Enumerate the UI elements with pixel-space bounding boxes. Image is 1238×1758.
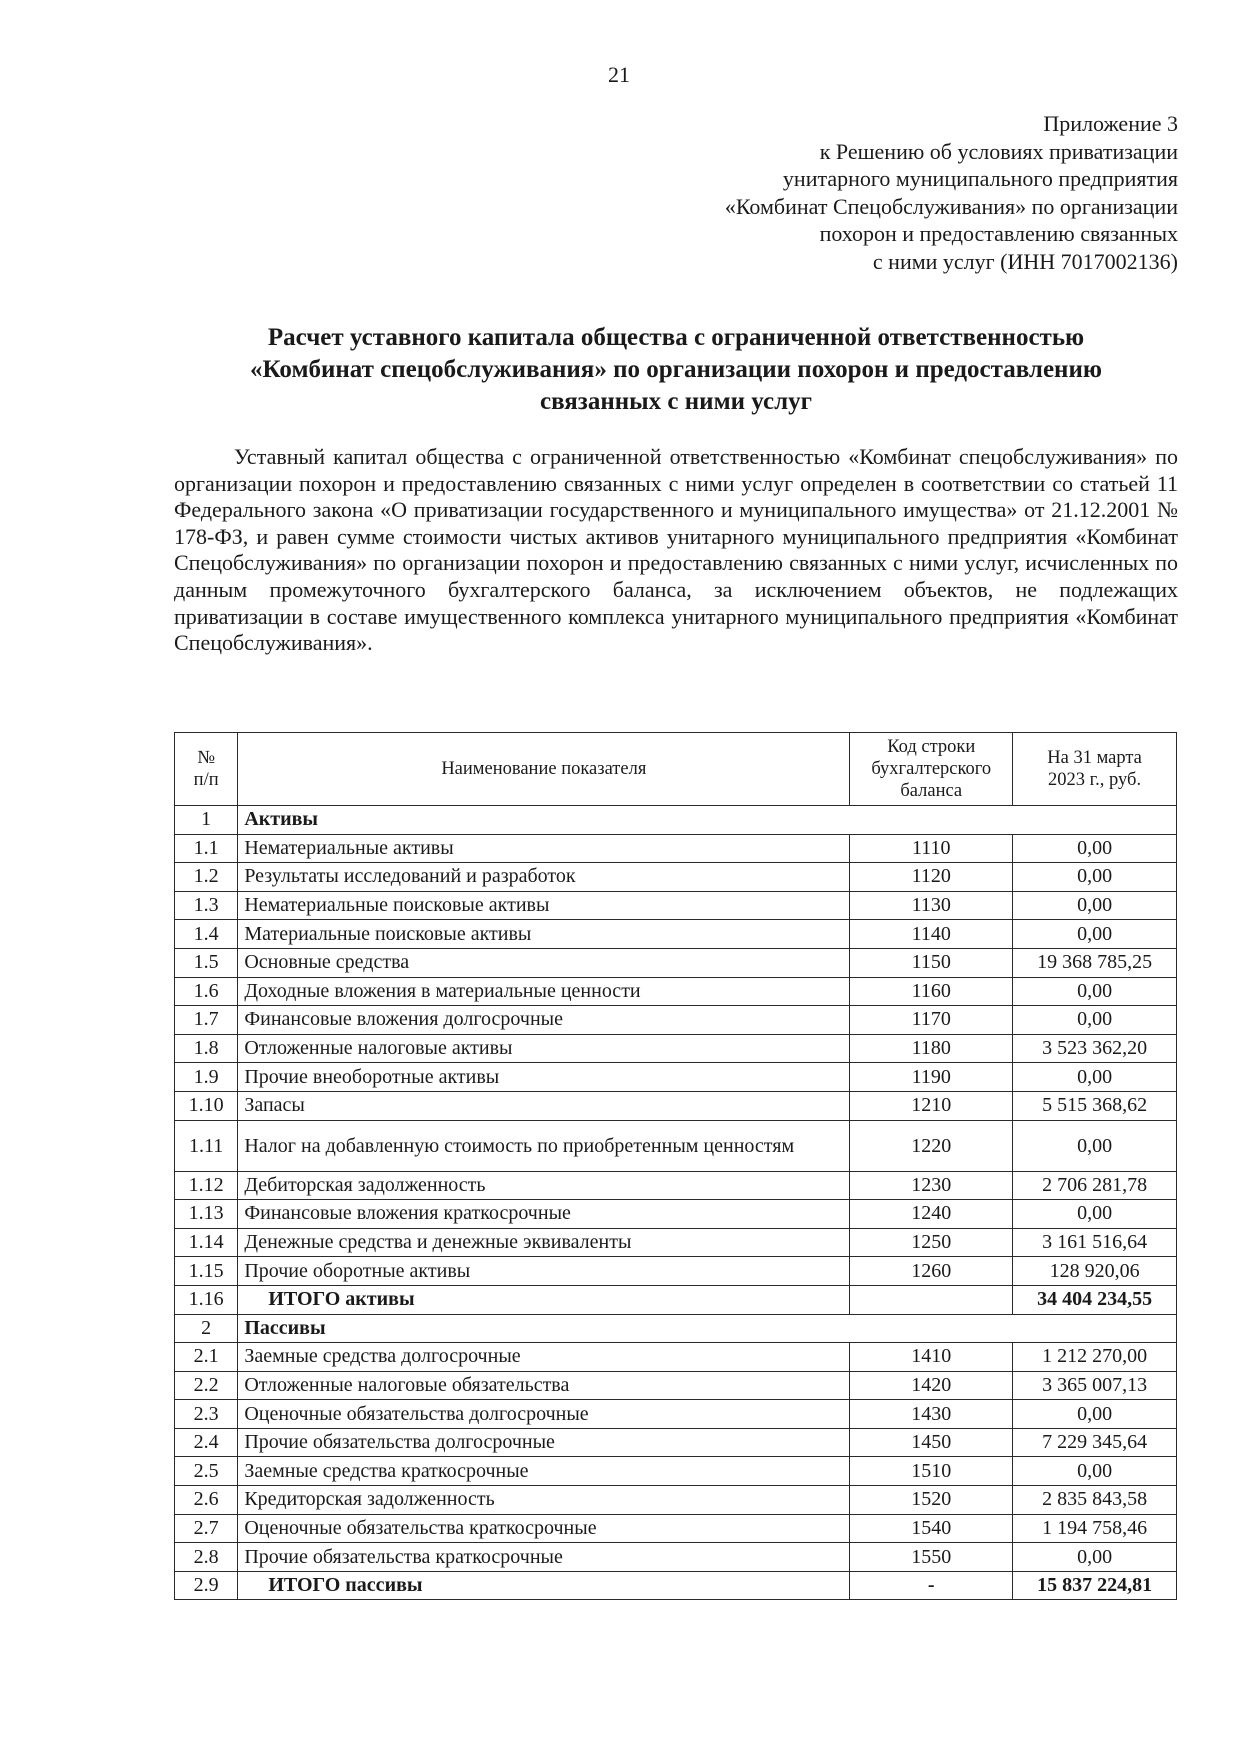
- appendix-line: Приложение 3: [1043, 111, 1178, 136]
- row-number: 1.8: [175, 1034, 238, 1063]
- row-code: 1120: [850, 863, 1013, 892]
- appendix-line: унитарного муниципального предприятия: [782, 166, 1178, 191]
- row-value: 3 365 007,13: [1013, 1371, 1177, 1400]
- table-row: [175, 1343, 1177, 1372]
- title-line: «Комбинат спецобслуживания» по организации похорон и предоставлению: [250, 356, 1102, 383]
- table-row: [175, 1543, 1177, 1572]
- row-value: 0,00: [1013, 863, 1177, 892]
- row-name: Денежные средства и денежные эквиваленты: [238, 1228, 850, 1257]
- row-name: Оценочные обязательства краткосрочные: [238, 1514, 850, 1543]
- row-code: 1550: [850, 1543, 1013, 1572]
- table-row: [175, 1257, 1177, 1286]
- row-value: 1 194 758,46: [1013, 1514, 1177, 1543]
- table-row: [175, 948, 1177, 977]
- row-value: 0,00: [1013, 891, 1177, 920]
- row-code: 1210: [850, 1091, 1013, 1120]
- row-name: Финансовые вложения краткосрочные: [238, 1200, 850, 1229]
- row-value: 0,00: [1013, 1200, 1177, 1229]
- table-row: [175, 834, 1177, 863]
- row-name: Заемные средства долгосрочные: [238, 1343, 850, 1372]
- table-row: [175, 1171, 1177, 1200]
- row-value: 2 835 843,58: [1013, 1486, 1177, 1515]
- table-row: [175, 891, 1177, 920]
- header-code-line2: бухгалтерского: [871, 759, 992, 779]
- row-value: 2 706 281,78: [1013, 1171, 1177, 1200]
- row-name: Кредиторская задолженность: [238, 1486, 850, 1515]
- table-row: [175, 1120, 1177, 1171]
- total-row: [175, 1285, 1177, 1314]
- row-code: 1250: [850, 1228, 1013, 1257]
- row-value: 0,00: [1013, 1457, 1177, 1486]
- row-code: [850, 1285, 1013, 1314]
- title-line: Расчет уставного капитала общества с ограниченной ответственностью: [267, 324, 1085, 351]
- table-row: [175, 1514, 1177, 1543]
- row-value: 0,00: [1013, 1063, 1177, 1092]
- row-code: 1420: [850, 1371, 1013, 1400]
- row-number: 1.1: [175, 834, 238, 863]
- row-name: Прочие оборотные активы: [238, 1257, 850, 1286]
- row-code: 1130: [850, 891, 1013, 920]
- section-label: Пассивы: [238, 1314, 1177, 1343]
- header-value-line2: 2023 г., руб.: [1048, 770, 1142, 790]
- appendix-line: с ними услуг (ИНН 7017002136): [872, 248, 1178, 274]
- row-value: 0,00: [1013, 1120, 1177, 1171]
- header-name: Наименование показателя: [238, 733, 850, 806]
- row-number: 2.3: [175, 1400, 238, 1429]
- section-row-assets: [175, 806, 1177, 835]
- row-name: Прочие обязательства краткосрочные: [238, 1543, 850, 1572]
- row-name: Нематериальные активы: [238, 834, 850, 863]
- body-paragraph: Уставный капитал общества с ограниченной ответственностью «Комбинат спецобслуживания» по организации похорон и предоставлению связанных с ними услуг определен в соответствии со статьей 11 Федерального закона «О приватизации государственного и муниципального имущества» от 21.12.2001 № 178-ФЗ, и равен сумме стоимости чистых активов унитарного муниципального предприятия «Комбинат Спецобслуживания» по организации похорон и предоставлению связанных с ними услуг, исчисленных по данным промежуточного бухгалтерского баланса, за исключением объектов, не подлежащих приватизации в составе имущественного комплекса унитарного муниципального предприятия «Комбинат Спецобслуживания».: [174, 444, 1178, 656]
- section-label: Активы: [238, 806, 1177, 835]
- row-value: 0,00: [1013, 1006, 1177, 1035]
- page-number: 21: [608, 62, 630, 87]
- row-name: Налог на добавленную стоимость по приобретенным ценностям: [238, 1120, 850, 1171]
- row-value: 0,00: [1013, 1543, 1177, 1572]
- row-code: 1230: [850, 1171, 1013, 1200]
- row-number: 1.7: [175, 1006, 238, 1035]
- row-number: 1.10: [175, 1091, 238, 1120]
- row-number: 1.11: [175, 1120, 238, 1171]
- row-value: 0,00: [1013, 834, 1177, 863]
- row-value: 0,00: [1013, 977, 1177, 1006]
- row-number: 1.2: [175, 863, 238, 892]
- header-number: [175, 733, 238, 806]
- table-row: [175, 1228, 1177, 1257]
- row-value: 3 523 362,20: [1013, 1034, 1177, 1063]
- row-code: 1180: [850, 1034, 1013, 1063]
- row-value: 0,00: [1013, 920, 1177, 949]
- row-value: 15 837 224,81: [1013, 1571, 1177, 1600]
- row-code: 1260: [850, 1257, 1013, 1286]
- row-name: Доходные вложения в материальные ценности: [238, 977, 850, 1006]
- row-number: 2.7: [175, 1514, 238, 1543]
- row-code: 1510: [850, 1457, 1013, 1486]
- appendix-line: «Комбинат Спецобслуживания» по организации: [724, 193, 1178, 219]
- row-name: Прочие обязательства долгосрочные: [238, 1428, 850, 1457]
- row-value: 19 368 785,25: [1013, 948, 1177, 977]
- row-name: Прочие внеоборотные активы: [238, 1063, 850, 1092]
- row-code: 1190: [850, 1063, 1013, 1092]
- row-number: 2.8: [175, 1543, 238, 1572]
- row-code: 1520: [850, 1486, 1013, 1515]
- table-row: [175, 1371, 1177, 1400]
- row-value: 34 404 234,55: [1013, 1285, 1177, 1314]
- row-value: 1 212 270,00: [1013, 1343, 1177, 1372]
- row-name: Оценочные обязательства долгосрочные: [238, 1400, 850, 1429]
- row-name: ИТОГО активы: [238, 1285, 850, 1314]
- title-line: связанных с ними услуг: [540, 388, 812, 415]
- row-number: 2.1: [175, 1343, 238, 1372]
- section-number: 1: [175, 806, 238, 835]
- row-name: Материальные поисковые активы: [238, 920, 850, 949]
- row-number: 2.2: [175, 1371, 238, 1400]
- row-number: 1.13: [175, 1200, 238, 1229]
- row-number: 1.15: [175, 1257, 238, 1286]
- appendix-line: к Решению об условиях приватизации: [819, 138, 1178, 164]
- row-number: 1.12: [175, 1171, 238, 1200]
- table-row: [175, 977, 1177, 1006]
- row-code: 1410: [850, 1343, 1013, 1372]
- row-number: 2.5: [175, 1457, 238, 1486]
- row-name: Дебиторская задолженность: [238, 1171, 850, 1200]
- balance-table: [174, 732, 1177, 1600]
- row-name: Заемные средства краткосрочные: [238, 1457, 850, 1486]
- row-number: 1.9: [175, 1063, 238, 1092]
- row-code: 1160: [850, 977, 1013, 1006]
- section-row-liabilities: [175, 1314, 1177, 1343]
- table-row: [175, 1006, 1177, 1035]
- row-value: 7 229 345,64: [1013, 1428, 1177, 1457]
- row-code: 1140: [850, 920, 1013, 949]
- section-number: 2: [175, 1314, 238, 1343]
- table-row: [175, 920, 1177, 949]
- row-number: 1.5: [175, 948, 238, 977]
- table-row: [175, 1200, 1177, 1229]
- total-row: [175, 1571, 1177, 1600]
- appendix-line: похорон и предоставлению связанных: [819, 221, 1178, 246]
- appendix-reference: [478, 110, 1178, 275]
- row-number: 1.3: [175, 891, 238, 920]
- row-number: 2.4: [175, 1428, 238, 1457]
- table-row: [175, 1091, 1177, 1120]
- row-name: Нематериальные поисковые активы: [238, 891, 850, 920]
- table-row: [175, 1486, 1177, 1515]
- header-value: [1013, 733, 1177, 806]
- row-code: 1450: [850, 1428, 1013, 1457]
- header-number-line2: п/п: [193, 770, 219, 790]
- row-number: 2.9: [175, 1571, 238, 1600]
- row-number: 1.6: [175, 977, 238, 1006]
- row-name: Запасы: [238, 1091, 850, 1120]
- table-row: [175, 1428, 1177, 1457]
- row-code: 1150: [850, 948, 1013, 977]
- row-code: 1170: [850, 1006, 1013, 1035]
- row-number: 1.16: [175, 1285, 238, 1314]
- row-code: 1540: [850, 1514, 1013, 1543]
- row-name: Отложенные налоговые обязательства: [238, 1371, 850, 1400]
- row-name: Финансовые вложения долгосрочные: [238, 1006, 850, 1035]
- row-name: Результаты исследований и разработок: [238, 863, 850, 892]
- table-row: [175, 863, 1177, 892]
- header-value-line1: На 31 марта: [1047, 748, 1142, 768]
- row-code: 1110: [850, 834, 1013, 863]
- row-name: Основные средства: [238, 948, 850, 977]
- row-value: 3 161 516,64: [1013, 1228, 1177, 1257]
- header-number-line1: №: [197, 748, 215, 768]
- header-code-line1: Код строки: [887, 737, 976, 757]
- table-row: [175, 1400, 1177, 1429]
- row-value: 128 920,06: [1013, 1257, 1177, 1286]
- table-row: [175, 1034, 1177, 1063]
- row-code: 1240: [850, 1200, 1013, 1229]
- row-number: 1.4: [175, 920, 238, 949]
- header-code: [850, 733, 1013, 806]
- row-value: 0,00: [1013, 1400, 1177, 1429]
- header-code-line3: баланса: [900, 781, 963, 801]
- row-code: 1220: [850, 1120, 1013, 1171]
- row-code: -: [850, 1571, 1013, 1600]
- row-code: 1430: [850, 1400, 1013, 1429]
- row-number: 2.6: [175, 1486, 238, 1515]
- row-value: 5 515 368,62: [1013, 1091, 1177, 1120]
- row-name: ИТОГО пассивы: [238, 1571, 850, 1600]
- row-name: Отложенные налоговые активы: [238, 1034, 850, 1063]
- document-title: [174, 322, 1178, 418]
- table-row: [175, 1457, 1177, 1486]
- row-number: 1.14: [175, 1228, 238, 1257]
- table-row: [175, 1063, 1177, 1092]
- table-header-row: [175, 733, 1177, 806]
